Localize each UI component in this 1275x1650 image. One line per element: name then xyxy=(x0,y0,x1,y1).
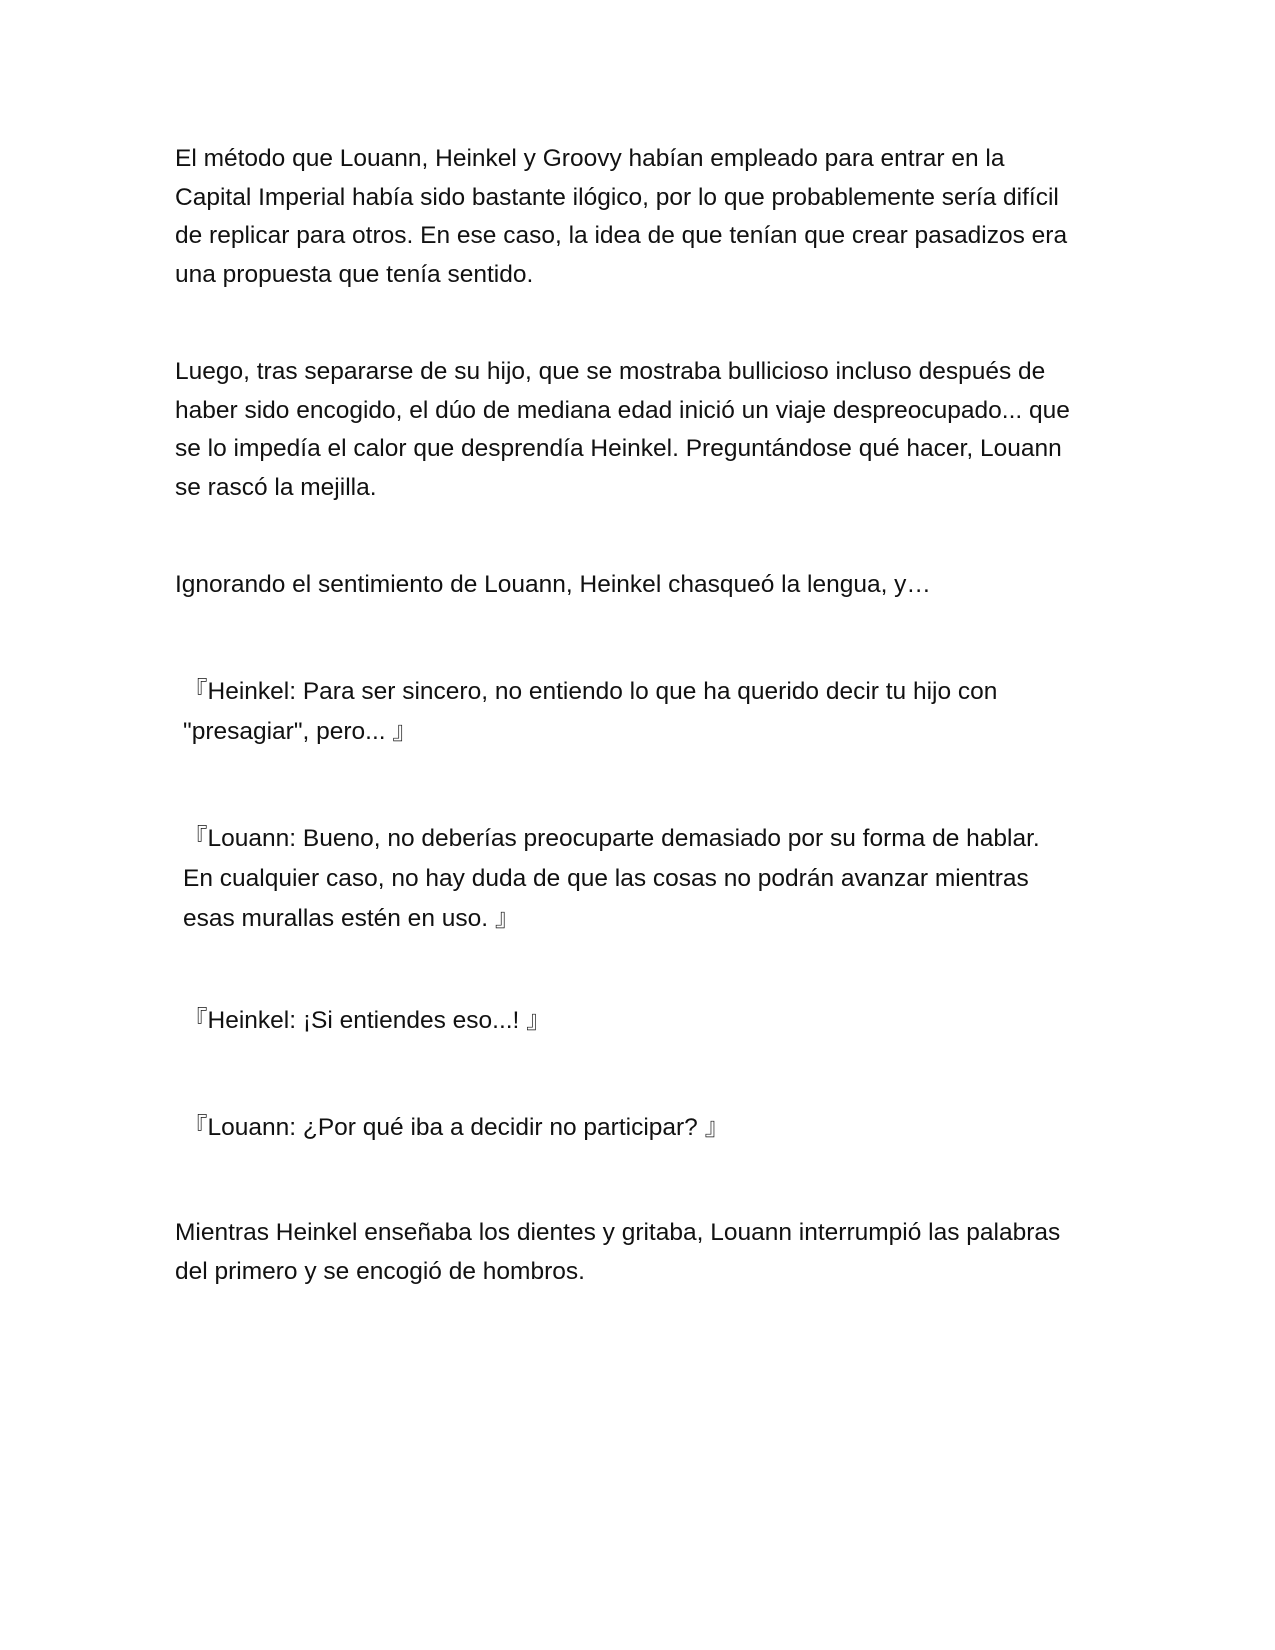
paragraph-heinkel-clicks-tongue: Ignorando el sentimiento de Louann, Heinkel chasqueó la lengua, y… xyxy=(175,571,931,598)
paragraph-method-of-entry: El método que Louann, Heinkel y Groovy habían empleado para entrar en la Capital Imperial había sido bastante ilógico, por lo que probablemente sería difícil de replicar para otros. En ese caso, la idea de que tenían que crear pasadizos era una propuesta que tenía sentido. xyxy=(175,145,1068,288)
dialogue-louann-murallas: 『Louann: Bueno, no deberías preocuparte demasiado por su forma de hablar. En cualquier caso, no hay duda de que las cosas no podrán avanzar mientras esas murallas estén en uso. 』 xyxy=(183,825,1040,932)
paragraph-separation-from-son: Luego, tras separarse de su hijo, que se mostraba bullicioso incluso después de haber sido encogido, el dúo de mediana edad inició un viaje despreocupado... que se lo impedía el calor que desprendía Heinkel. Preguntándose qué hacer, Louann se rascó la mejilla. xyxy=(175,358,1070,501)
dialogue-heinkel-si-entiendes: 『Heinkel: ¡Si entiendes eso...! 』 xyxy=(183,1007,551,1034)
dialogue-heinkel-presagiar: 『Heinkel: Para ser sincero, no entiendo lo que ha querido decir tu hijo con "presagiar", pero... 』 xyxy=(183,678,998,745)
paragraph-louann-shrugs: Mientras Heinkel enseñaba los dientes y gritaba, Louann interrumpió las palabras del primero y se encogió de hombros. xyxy=(175,1219,1061,1285)
dialogue-louann-participar: 『Louann: ¿Por qué iba a decidir no participar? 』 xyxy=(183,1114,730,1141)
